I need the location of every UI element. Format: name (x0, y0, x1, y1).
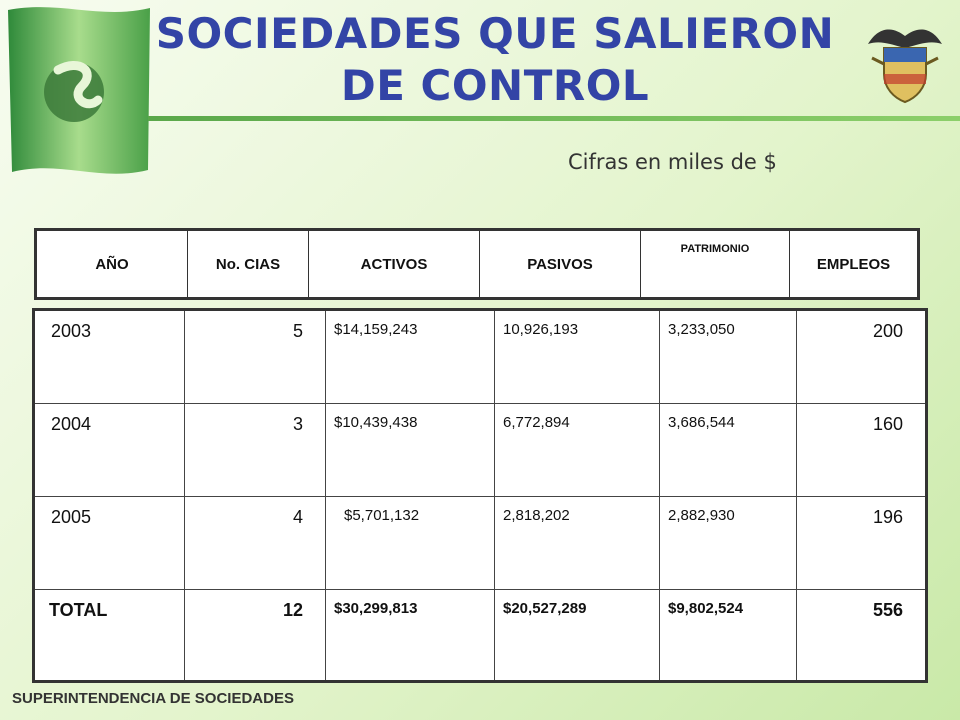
count-cell: 4 (185, 497, 326, 590)
total-row (34, 590, 927, 682)
pasivos-cell: 10,926,193 (495, 310, 660, 404)
count-cell: 3 (185, 404, 326, 497)
title-line-1: SOCIEDADES QUE SALIERON (155, 9, 835, 58)
patrimonio-cell: 3,686,544 (660, 404, 797, 497)
table-row (34, 404, 927, 497)
table-row (34, 310, 927, 404)
year-cell: 2005 (34, 497, 185, 590)
pasivos-cell: 6,772,894 (495, 404, 660, 497)
title-divider (148, 116, 960, 121)
superintendencia-logo-icon (0, 0, 160, 180)
year-cell: 2003 (34, 310, 185, 404)
activos-cell: $14,159,243 (326, 310, 495, 404)
title-line-2: DE CONTROL (340, 61, 650, 110)
header-cell: AÑO (36, 230, 188, 299)
header-cell: PASIVOS (480, 230, 641, 299)
total-pasivos: $20,527,289 (495, 590, 660, 682)
header-cell: No. CIAS (188, 230, 309, 299)
header-cell: PATRIMONIO (641, 230, 790, 299)
total-empleos: 556 (797, 590, 927, 682)
colombia-coat-of-arms-icon (860, 14, 950, 106)
year-cell: 2004 (34, 404, 185, 497)
table-row (34, 497, 927, 590)
empleos-cell: 160 (797, 404, 927, 497)
header-cell: ACTIVOS (309, 230, 480, 299)
activos-cell: $10,439,438 (326, 404, 495, 497)
activos-cell: $5,701,132 (326, 497, 495, 590)
table-header (34, 228, 920, 300)
patrimonio-cell: 2,882,930 (660, 497, 797, 590)
header-cell: EMPLEOS (790, 230, 919, 299)
total-patrimonio: $9,802,524 (660, 590, 797, 682)
footer-organization: SUPERINTENDENCIA DE SOCIEDADES (12, 690, 294, 707)
count-cell: 5 (185, 310, 326, 404)
patrimonio-cell: 3,233,050 (660, 310, 797, 404)
empleos-cell: 200 (797, 310, 927, 404)
pasivos-cell: 2,818,202 (495, 497, 660, 590)
total-activos: $30,299,813 (326, 590, 495, 682)
total-count: 12 (185, 590, 326, 682)
data-table (32, 308, 928, 683)
page-title (150, 8, 840, 112)
total-label: TOTAL (34, 590, 185, 682)
units-note: Cifras en miles de $ (568, 150, 777, 174)
empleos-cell: 196 (797, 497, 927, 590)
